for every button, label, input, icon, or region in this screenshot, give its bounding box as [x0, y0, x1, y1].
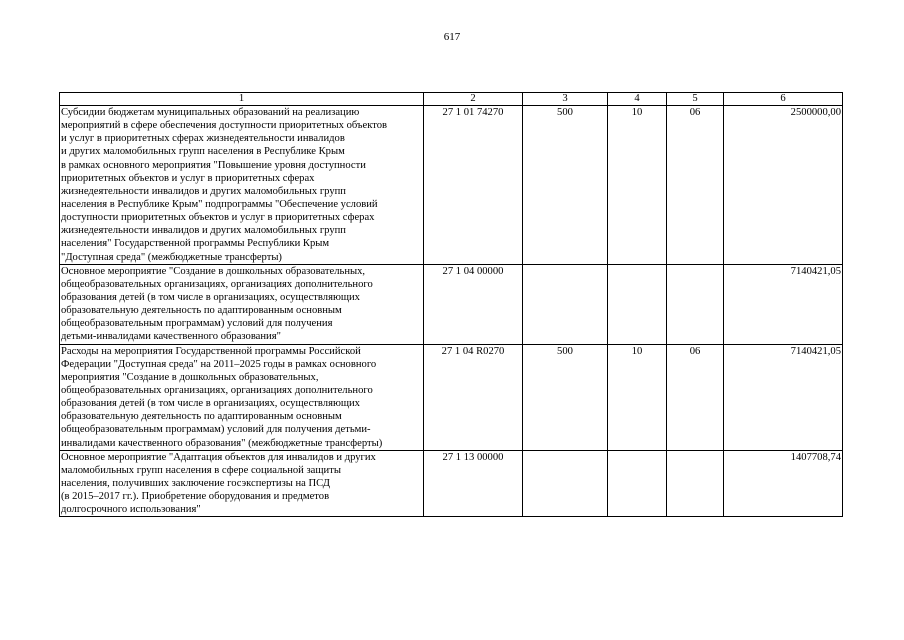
- description-line: инвалидами качественного образования" (межбюджетные трансферты): [61, 437, 383, 449]
- description-line: населения в Республике Крым" подпрограммы "Обеспечение условий: [61, 198, 378, 210]
- description-line: (в 2015–2017 гг.). Приобретение оборудования и предметов: [61, 491, 330, 503]
- description-line: детьми-инвалидами качественного образования": [61, 331, 281, 343]
- subsection-cell: [667, 264, 724, 344]
- description-line: и других маломобильных групп населения в Республике Крым: [61, 146, 345, 158]
- description-line: мероприятий в сфере обеспечения доступности приоритетных объектов: [61, 120, 388, 132]
- description-line: Основное мероприятие "Создание в дошкольных образовательных,: [61, 265, 366, 277]
- column-header-5: 5: [667, 93, 724, 106]
- description-line: "Доступная среда" (межбюджетные трансферты): [61, 251, 282, 263]
- row-description: [60, 344, 424, 450]
- description-line: Субсидии бюджетам муниципальных образований на реализацию: [61, 107, 360, 118]
- expense-type-cell: 500: [523, 106, 608, 265]
- amount-cell: 7140421,05: [724, 344, 843, 450]
- description-line: населения, получивших заключение госэкспертизы на ПСД: [61, 477, 330, 489]
- description-line: общеобразовательных организациях, организациях дополнительного: [61, 384, 373, 396]
- description-line: маломобильных групп населения в сфере социальной защиты: [61, 464, 341, 476]
- amount-cell: 1407708,74: [724, 450, 843, 517]
- description-line: образования детей (в том числе в организациях, осуществляющих: [61, 291, 360, 303]
- description-line: общеобразовательным программам) условий для получения детьми-: [61, 424, 371, 436]
- expense-type-cell: [523, 264, 608, 344]
- description-line: населения" Государственной программы Республики Крым: [61, 238, 330, 250]
- subsection-cell: 06: [667, 106, 724, 265]
- description-line: образовательную деятельность по адаптированным основным: [61, 305, 342, 317]
- header-row: [60, 93, 843, 106]
- description-line: образования детей (в том числе в организациях, осуществляющих: [61, 398, 360, 410]
- description-line: Расходы на мероприятия Государственной программы Российской: [61, 345, 361, 357]
- table-row: [60, 106, 843, 265]
- target-article-cell: 27 1 13 00000: [424, 450, 523, 517]
- subsection-cell: 06: [667, 344, 724, 450]
- column-header-4: 4: [608, 93, 667, 106]
- section-cell: [608, 264, 667, 344]
- description-line: и услуг в приоритетных сферах жизнедеятельности инвалидов: [61, 133, 345, 145]
- row-description: [60, 106, 424, 265]
- column-header-1: 1: [60, 93, 424, 106]
- amount-cell: 2500000,00: [724, 106, 843, 265]
- section-cell: 10: [608, 344, 667, 450]
- description-line: жизнедеятельности инвалидов и других маломобильных групп: [61, 225, 346, 237]
- table-body: [60, 106, 843, 517]
- column-header-3: 3: [523, 93, 608, 106]
- table-row: [60, 264, 843, 344]
- expense-type-cell: [523, 450, 608, 517]
- description-line: мероприятия "Создание в дошкольных образовательных,: [61, 371, 319, 383]
- target-article-cell: 27 1 04 R0270: [424, 344, 523, 450]
- section-cell: 10: [608, 106, 667, 265]
- description-line: доступности приоритетных объектов и услуг в приоритетных сферах: [61, 212, 375, 224]
- budget-table: [59, 92, 843, 517]
- table-header: [60, 93, 843, 106]
- amount-cell: 7140421,05: [724, 264, 843, 344]
- table-row: [60, 344, 843, 450]
- section-cell: [608, 450, 667, 517]
- expense-type-cell: 500: [523, 344, 608, 450]
- column-header-6: 6: [724, 93, 843, 106]
- description-line: общеобразовательных организациях, организациях дополнительного: [61, 278, 373, 290]
- description-line: приоритетных объектов и услуг в приоритетных сферах: [61, 172, 315, 184]
- table-row: [60, 450, 843, 517]
- description-line: долгосрочного использования": [61, 504, 201, 516]
- target-article-cell: 27 1 01 74270: [424, 106, 523, 265]
- description-line: жизнедеятельности инвалидов и других маломобильных групп: [61, 185, 346, 197]
- description-line: образовательную деятельность по адаптированным основным: [61, 411, 342, 423]
- description-line: Федерации "Доступная среда" на 2011–2025 годы в рамках основного: [61, 358, 377, 370]
- description-line: общеобразовательным программам) условий для получения: [61, 318, 333, 330]
- description-line: Основное мероприятие "Адаптация объектов для инвалидов и других: [61, 451, 376, 463]
- column-header-2: 2: [424, 93, 523, 106]
- row-description: [60, 264, 424, 344]
- row-description: [60, 450, 424, 517]
- subsection-cell: [667, 450, 724, 517]
- page-number: 617: [443, 31, 461, 43]
- description-line: в рамках основного мероприятия "Повышение уровня доступности: [61, 159, 366, 171]
- target-article-cell: 27 1 04 00000: [424, 264, 523, 344]
